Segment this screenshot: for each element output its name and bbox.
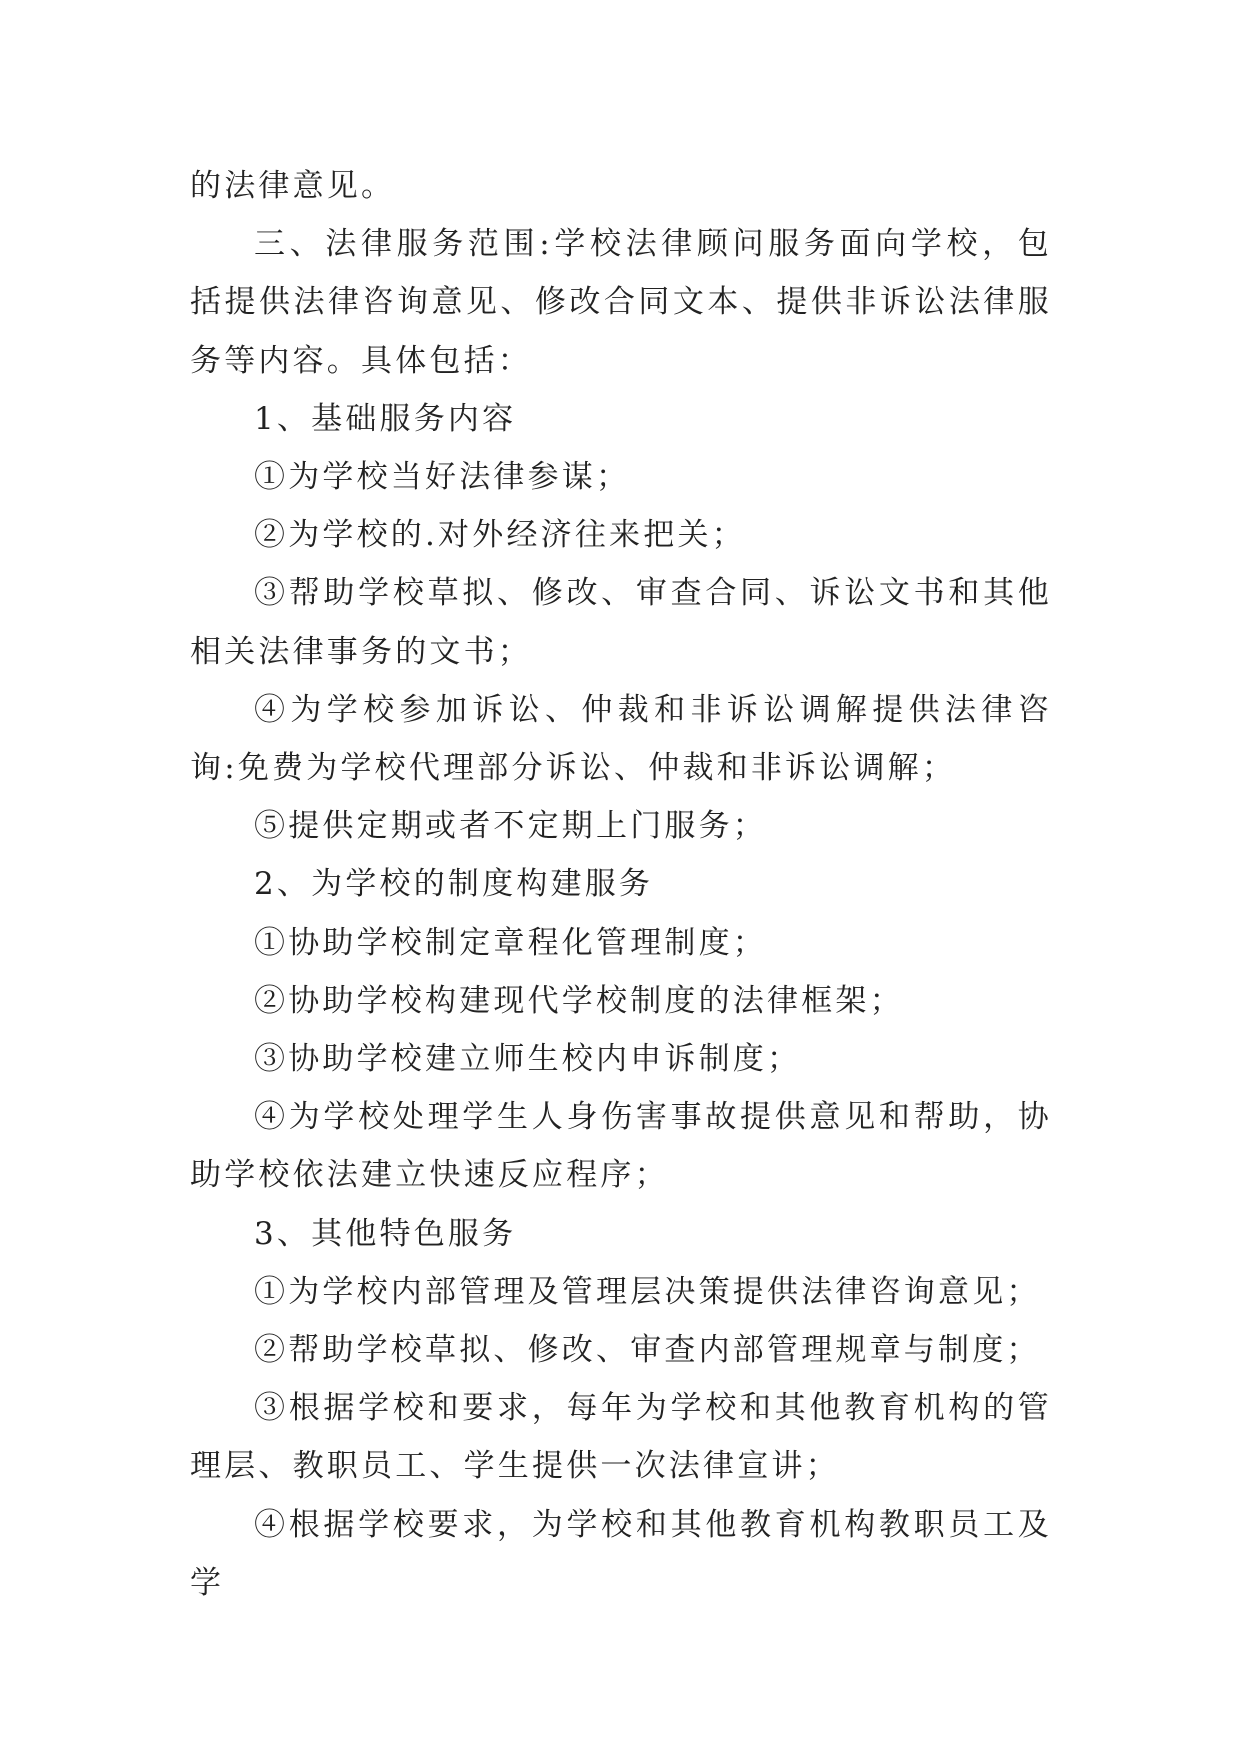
paragraph-4: ①为学校当好法律参谋； (254, 459, 631, 496)
paragraph-14: 3、其他特色服务 (254, 1215, 517, 1252)
paragraph-5: ②为学校的.对外经济往来把关； (254, 517, 746, 554)
paragraph-16: ②帮助学校草拟、修改、审查内部管理规章与制度； (254, 1332, 1041, 1369)
paragraph-11: ②协助学校构建现代学校制度的法律框架； (254, 982, 904, 1019)
paragraph-15: ①为学校内部管理及管理层决策提供法律咨询意见； (254, 1273, 1041, 1310)
paragraph-12: ③协助学校建立师生校内申诉制度； (254, 1041, 802, 1078)
paragraph-13: ④为学校处理学生人身伤害事故提供意见和帮助，协助学校依法建立快速反应程序； (190, 1099, 1052, 1194)
paragraph-3: 1、基础服务内容 (254, 400, 517, 437)
paragraph-9: 2、为学校的制度构建服务 (254, 866, 654, 903)
paragraph-1: 的法律意见。 (190, 168, 396, 204)
paragraph-2: 三、法律服务范围:学校法律顾问服务面向学校，包括提供法律咨询意见、修改合同文本、提供非诉讼法律服务等内容。具体包括： (190, 226, 1052, 379)
paragraph-6: ③帮助学校草拟、修改、审查合同、诉讼文书和其他相关法律事务的文书； (190, 575, 1052, 670)
paragraph-17: ③根据学校和要求，每年为学校和其他教育机构的管理层、教职员工、学生提供一次法律宣讲； (190, 1390, 1052, 1485)
document-body (190, 157, 1052, 1612)
paragraph-18: ④根据学校要求，为学校和其他教育机构教职员工及学 (190, 1506, 1052, 1601)
paragraph-10: ①协助学校制定章程化管理制度； (254, 924, 767, 961)
paragraph-7: ④为学校参加诉讼、仲裁和非诉讼调解提供法律咨询:免费为学校代理部分诉讼、仲裁和非诉讼调解； (190, 691, 1052, 787)
paragraph-8: ⑤提供定期或者不定期上门服务； (254, 808, 767, 845)
